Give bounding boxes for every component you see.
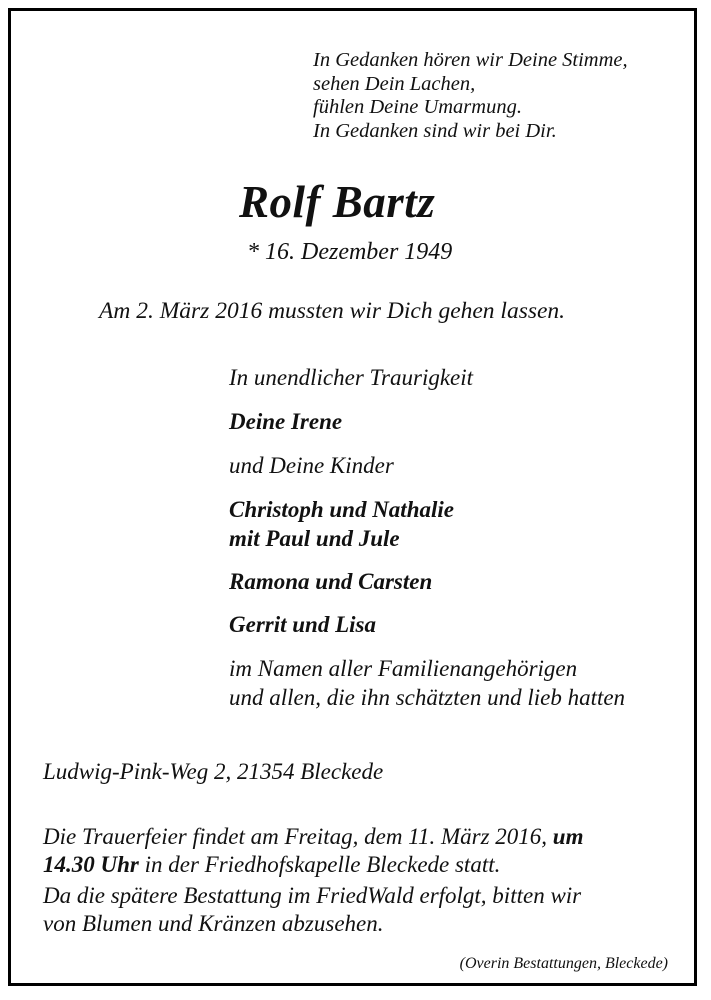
service-line-1	[43, 823, 583, 851]
service-text-1: Die Trauerfeier findet am Freitag, dem 11. März 2016,	[43, 824, 553, 849]
mourner-child-2: Ramona und Carsten	[229, 569, 433, 594]
service-time-a: um	[552, 824, 584, 849]
mourner-child-3: Gerrit und Lisa	[229, 612, 376, 637]
deceased-name: Rolf Bartz	[239, 177, 436, 227]
burial-info	[43, 882, 581, 938]
obituary-frame	[8, 8, 697, 986]
children-intro: und Deine Kinder	[229, 453, 394, 478]
poem-line-3: fühlen Deine Umarmung.	[313, 96, 522, 118]
service-time-b: 14.30 Uhr	[43, 852, 139, 877]
service-text-2: in der Friedhofskapelle Bleckede statt.	[138, 852, 501, 877]
mourner-spouse: Deine Irene	[229, 409, 343, 434]
mourner-child-1-line-1: Christoph und Nathalie	[229, 497, 454, 522]
mourners-closing	[229, 654, 625, 712]
poem-line-4: In Gedanken sind wir bei Dir.	[313, 119, 557, 142]
mourner-child-1-line-2: mit Paul und Jule	[229, 526, 400, 551]
mourners-closing-line-2: und allen, die ihn schätzten und lieb hatten	[229, 685, 626, 710]
death-line: Am 2. März 2016 mussten wir Dich gehen lassen.	[99, 298, 566, 324]
poem	[313, 49, 628, 143]
poem-line-1: In Gedanken hören wir Deine Stimme,	[313, 49, 628, 71]
service-line-2	[43, 851, 583, 879]
poem-line-2: sehen Dein Lachen,	[313, 72, 476, 95]
mourners-intro: In unendlicher Traurigkeit	[229, 365, 474, 390]
obituary-content	[11, 11, 694, 983]
service-info	[43, 823, 583, 879]
funeral-home-credit: (Overin Bestattungen, Bleckede)	[459, 955, 668, 972]
family-address: Ludwig-Pink-Weg 2, 21354 Bleckede	[43, 759, 384, 784]
mourners-closing-line-1: im Namen aller Familienangehörigen	[229, 656, 578, 681]
mourner-child-1	[229, 495, 454, 553]
burial-line-1: Da die spätere Bestattung im FriedWald erfolgt, bitten wir	[43, 883, 582, 908]
birth-date: * 16. Dezember 1949	[247, 239, 453, 265]
burial-line-2: von Blumen und Kränzen abzusehen.	[43, 911, 384, 936]
